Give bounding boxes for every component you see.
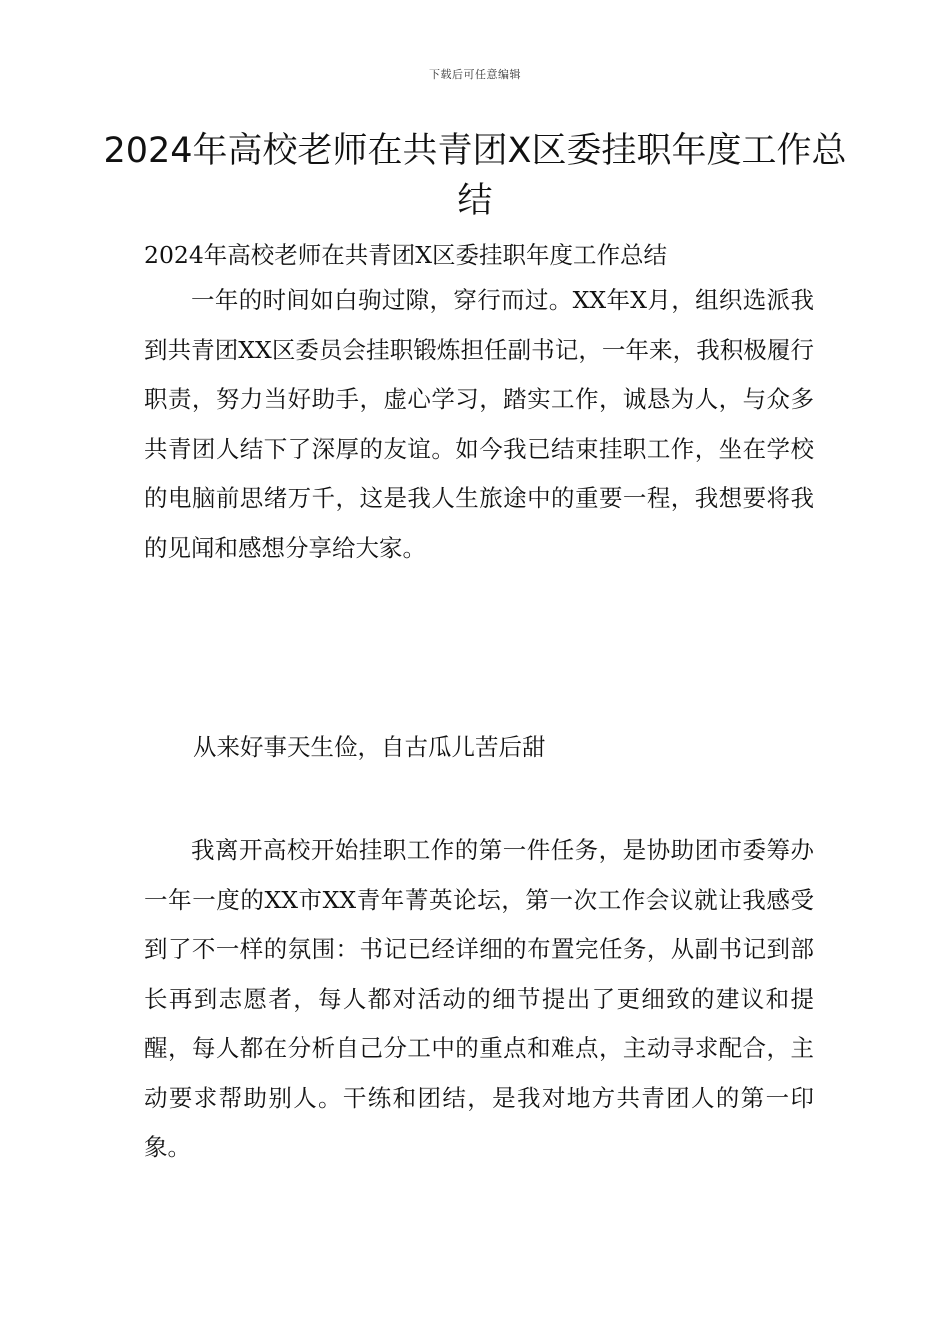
document-subtitle: 2024年高校老师在共青团X区委挂职年度工作总结 (144, 241, 668, 269)
document-title: 2024年高校老师在共青团X区委挂职年度工作总结 (103, 131, 847, 221)
section-heading: 从来好事天生俭，自古瓜儿苦后甜 (193, 733, 546, 761)
paragraph-2: 我离开高校开始挂职工作的第一件任务，是协助团市委筹办一年一度的XX市XX青年菁英论坛，第一次工作会议就让我感受到了不一样的氛围：书记已经详细的布置完任务，从副书记到部长再到志愿者，每人都对活动的细节提出了更细致的建议和提醒，每人都在分析自己分工中的重点和难点，主动寻求配合，主动要求帮助别人。干练和团结，是我对地方共青团人的第一印象。 (144, 836, 814, 1161)
header-note: 下载后可任意编辑 (429, 68, 521, 81)
paragraph-1: 一年的时间如白驹过隙，穿行而过。XX年X月，组织选派我到共青团XX区委员会挂职锻炼担任副书记，一年来，我积极履行职责，努力当好助手，虚心学习，踏实工作，诚恳为人，与众多共青团人结下了深厚的友谊。如今我已结束挂职工作，坐在学校的电脑前思绪万千，这是我人生旅途中的重要一程，我想要将我的见闻和感想分享给大家。 (144, 286, 814, 562)
